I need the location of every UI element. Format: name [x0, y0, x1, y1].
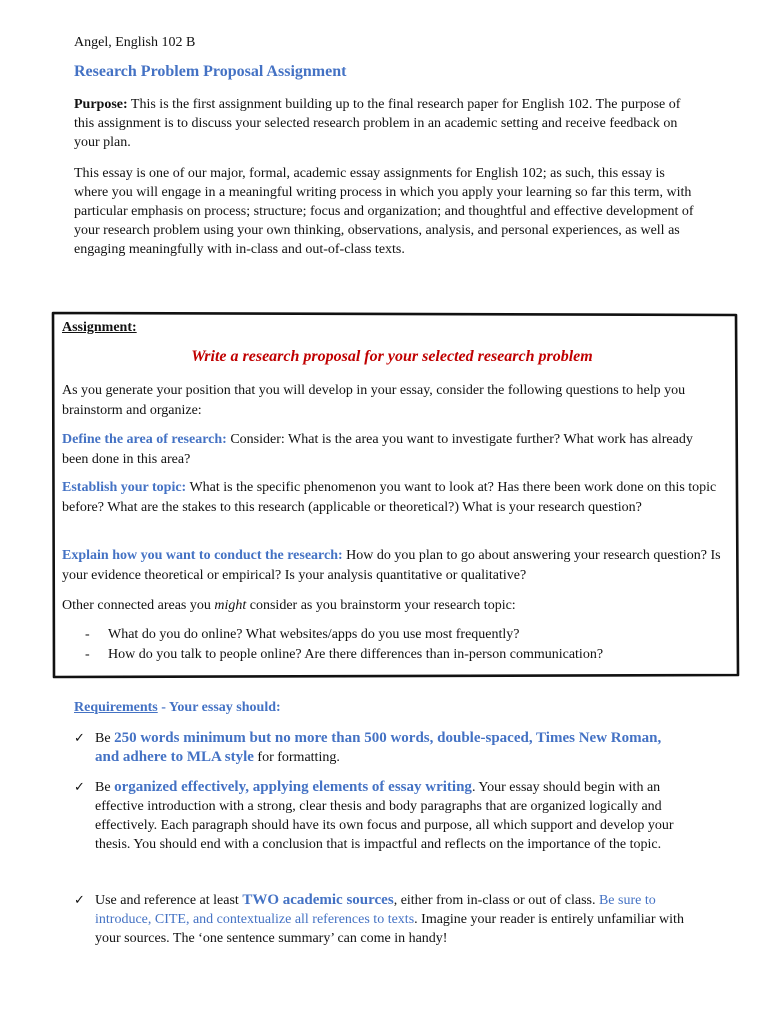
question-label: Establish your topic:	[62, 480, 187, 495]
list-item: - How do you talk to people online? Are there differences than in-person communication?	[85, 645, 715, 665]
brainstorm-list	[85, 625, 715, 665]
requirements-heading	[74, 700, 281, 716]
list-item: - What do you do online? What websites/apps do you use most frequently?	[85, 625, 715, 645]
question-label: Define the area of research:	[62, 432, 227, 447]
question-define-area	[62, 430, 722, 469]
requirement-item: ✓ Be 250 words minimum but no more than 500 words, double-spaced, Times New Roman, and adhere to MLA style for formatting.	[74, 730, 662, 765]
requirement-highlight: TWO academic sources	[242, 892, 394, 908]
question-conduct-research	[62, 546, 722, 585]
purpose-paragraph	[74, 95, 694, 152]
intro-paragraph: This essay is one of our major, formal, academic essay assignments for English 102; as such, this essay is where you will engage in a meaningful writing process in which you apply your learning so far this term, with particular emphasis on process; structure; focus and organization; and thoughtful and effective development of your research problem using your own thinking, observations, analysis, and personal experiences, as well as engaging meaningfully with in-class and out-of-class texts.	[74, 166, 694, 257]
question-label: Explain how you want to conduct the research:	[62, 548, 343, 563]
question-establish-topic	[62, 478, 722, 517]
question-text: How do you plan to go about answering your research question? Is your evidence theoretical or empirical? Is your analysis quantitative or qualitative?	[62, 548, 721, 583]
page-title: Research Problem Proposal Assignment	[74, 63, 347, 80]
requirement-item: ✓ Be organized effectively, applying elements of essay writing. Your essay should begin with an effective introduction with a strong, clear thesis and body paragraphs that are organized logically and effectively. Each paragraph should have its own focus and purpose, all which support and develop your thesis. You should end with a conclusion that is impactful and reflects on the importance of the topic.	[74, 779, 674, 852]
dash-marker: -	[85, 627, 90, 642]
question-text: Consider: What is the area you want to investigate further? What work has already been done in this area?	[62, 432, 693, 467]
checkmark-icon: ✓	[74, 893, 85, 908]
requirement-highlight: organized effectively, applying elements of essay writing	[114, 779, 472, 795]
course-header: Angel, English 102 B	[74, 35, 196, 50]
other-areas-lead: Other connected areas you might consider as you brainstorm your research topic:	[62, 598, 516, 613]
dash-marker: -	[85, 647, 90, 662]
checkmark-icon: ✓	[74, 731, 85, 746]
assignment-label: Assignment:	[62, 320, 137, 335]
question-text: What is the specific phenomenon you want to look at? Has there been work done on this topic before? What are the stakes to this research (applicable or theoretical?) What is your research question?	[62, 480, 717, 515]
requirements-subtitle: - Your essay should:	[157, 700, 281, 715]
emphasis-might: might	[214, 598, 247, 613]
requirement-item: ✓ Use and reference at least TWO academic sources, either from in-class or out of class. Be sure to introduce, CITE, and contextualize all references to texts. Imagine your reader is entirely unfamiliar with your sources. The ‘one sentence summary’ can come in handy!	[74, 892, 684, 946]
purpose-label: Purpose:	[74, 97, 128, 112]
requirements-title: Requirements	[74, 700, 158, 715]
purpose-text: This is the first assignment building up to the final research paper for English 102. The purpose of this assignment is to discuss your selected research problem in an academic setting and receive feedback on your plan.	[74, 97, 681, 150]
requirement-blue-note: Be sure to introduce, CITE, and contextualize all references to texts	[95, 893, 656, 927]
assignment-heading: Write a research proposal for your selected research problem	[191, 348, 593, 365]
assignment-lead: As you generate your position that you will develop in your essay, consider the following questions to help you brainstorm and organize:	[62, 383, 686, 418]
checkmark-icon: ✓	[74, 780, 85, 795]
requirement-highlight: 250 words minimum but no more than 500 words, double-spaced, Times New Roman, and adhere to MLA style	[95, 730, 662, 765]
